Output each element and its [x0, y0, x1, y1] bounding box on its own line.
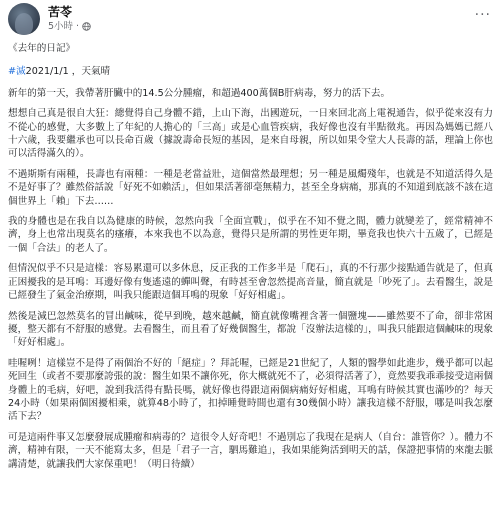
- post-title: 《去年的日記》: [8, 43, 76, 54]
- paragraph-2: 想想自己真是很自大狂：總覺得自己身體不錯，上山下海，出國遊玩，一日來回北高上電視通告，似乎從來沒有力不從心的感覺，大多數上了年紀的人擔心的「三高」或是心血管疾病，我好像也沒有半點徵兆。再因為媽媽已經八十六歲，我要繼承也可以長命百歲（據說壽命長短的基因，是來自母親，所以如果令堂大人長壽的話，理論上你也可以活得滿久的）。: [8, 108, 493, 160]
- post-meta: [48, 5, 91, 33]
- author-name[interactable]: 苦苓: [48, 5, 73, 19]
- paragraph-8: 可是這兩件事又怎麼發展成腫瘤和病毒的？這很令人好奇吧！不過別忘了我現在是病人（自台：誰管你？）。體力不濟，精神有限，一天不能寫太多，但是「君子一言，駟馬難追」，我如果能夠活到明天的話，保證把事情的來龍去脈講清楚，就讓我們大家保重吧！（明日待續）: [8, 431, 493, 470]
- paragraph-3: 不過斯斯有兩種，長壽也有兩種：一種是老當益壯，這個當然最理想；另一種是風燭殘年，也就是不知道活得久是不是好事了？雖然俗話說「好死不如賴活」，但如果活著卻毫無精力，甚至全身病痛，那真的不知道到底該不該在這個世界上「賴」下去……: [8, 168, 493, 207]
- post-body: [8, 42, 493, 478]
- avatar[interactable]: [8, 3, 40, 35]
- post-header: [8, 2, 91, 36]
- hashtag-link[interactable]: #滅: [8, 66, 26, 78]
- more-options-icon[interactable]: ···: [474, 7, 491, 23]
- post-subline: [48, 20, 91, 33]
- separator-dot: ·: [76, 21, 80, 32]
- globe-icon: [82, 22, 91, 31]
- paragraph-7: 哇喔咧！這樣豈不是得了兩個治不好的「絕症」？拜託喔，已經是21世紀了，人類的醫學如此進步，幾乎都可以起死回生（或者不要那麼誇張的說：醫生如果不讓你死，你大概就死不了，必須得活著了），竟然要我乖乖接受這兩個身體上的毛病，好吧，說到我活得有點長嗎，就好像也得跟這兩個病痛好好相處，耳鳴有時候其實也滿吵的？每天24小時（如果兩個困擾相乘，就算48小時了，扣掉睡覺時間也還有30幾個小時）讓我這樣不舒服，哪是叫我怎麼活下去？: [8, 357, 493, 423]
- date-line: [8, 65, 493, 78]
- paragraph-4: 我的身體也是在我自以為健康的時候，忽然向我「全面宣戰」，似乎在不知不覺之間，體力就變差了，經常精神不濟，身上也常出現莫名的瘙癢，本來我也不以為意，覺得只是所謂的男性更年期，畢竟我也快六十五歲了，已經是一個「合法」的老人了。: [8, 216, 493, 254]
- paragraph-1: 新年的第一天，我帶著肝臟中的14.5公分腫瘤，和超過400萬個B肝病毒，努力的活下去。: [8, 87, 391, 99]
- date-weather: 2021/1/1 ，天氣晴: [25, 66, 111, 78]
- post-time[interactable]: 5小時: [48, 21, 74, 32]
- paragraph-5: 但情況似乎不只是這樣：容易累還可以多休息，反正我的工作多半是「爬石」，真的不行那少接點通告就是了，但真正困擾我的是耳鳴：耳邊好像有隻遙遠的蟬叫聲，有時甚至會忽然提高音量，簡直就是「吵死了」。去看醫生，說是已經發生了氣金治療期，叫我只能跟這個耳鳴的現象「好好相處」。: [8, 263, 493, 302]
- paragraph-6: 然後是減巴忽然莫名的冒出鹹味，從早到晚，越來越鹹，簡直就像嘴裡含著一個鹽塊——雖然要不了命，卻非常困擾，整天都有不舒服的感覺。去看醫生，而且看了好幾個醫生，都說「沒辦法這樣的」，叫我只能跟這個鹹味的現象「好好相處」。: [8, 310, 493, 349]
